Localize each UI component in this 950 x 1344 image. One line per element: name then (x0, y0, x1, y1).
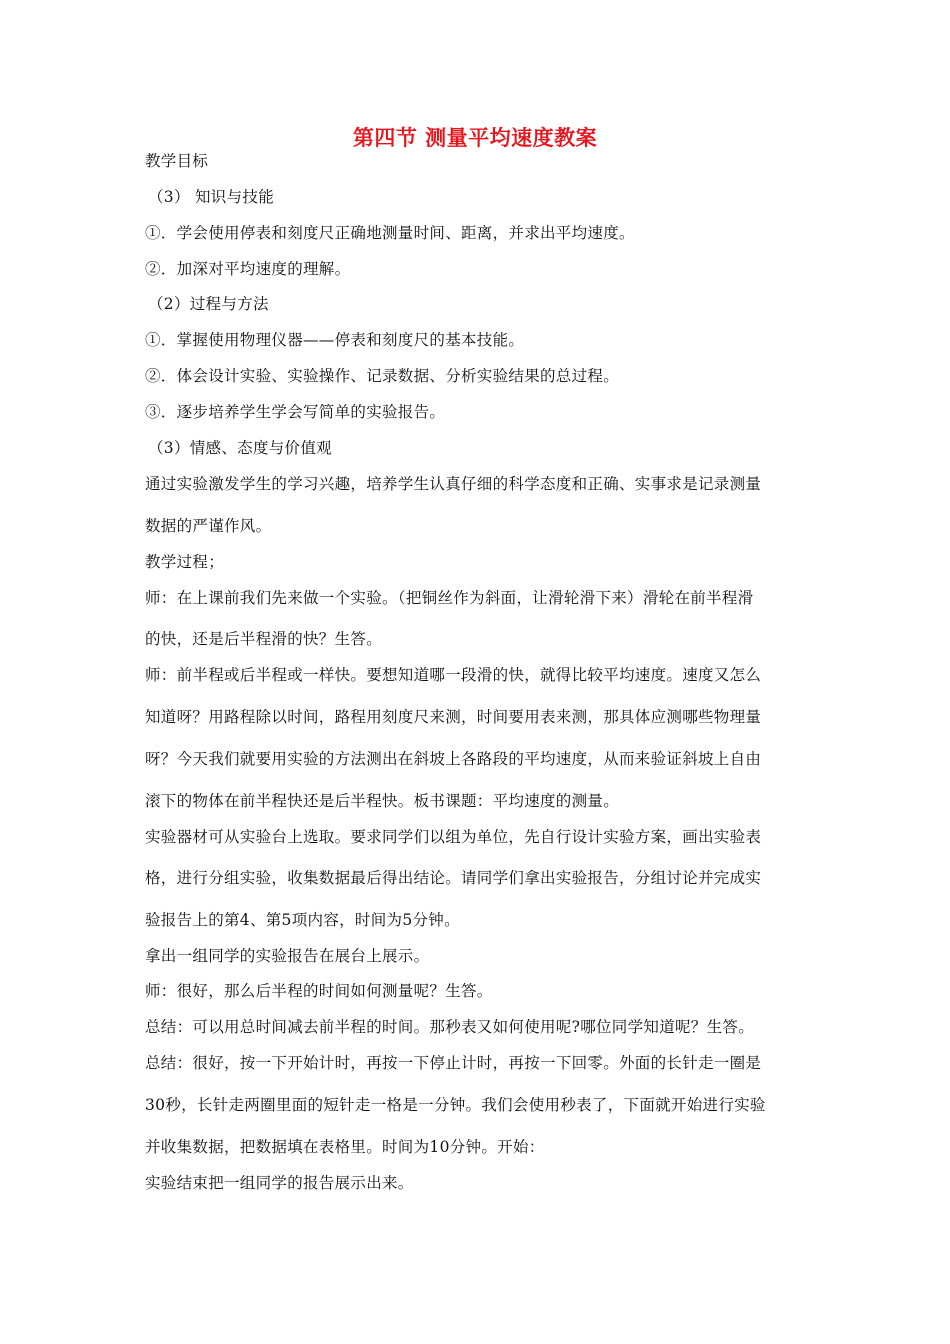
document-title: 第四节 测量平均速度教案 (352, 126, 598, 150)
text-line: 通过实验激发学生的学习兴趣，培养学生认真仔细的科学态度和正确、实事求是记录测量 (145, 475, 762, 493)
text-line: 格，进行分组实验，收集数据最后得出结论。请同学们拿出实验报告，分组讨论并完成实 (145, 869, 762, 887)
text-line: 总结：可以用总时间减去前半程的时间。那秒表又如何使用呢?哪位同学知道呢？生答。 (145, 1018, 755, 1036)
text-line: （2）过程与方法 (148, 295, 269, 313)
text-line: ①．掌握使用物理仪器——停表和刻度尺的基本技能。 (145, 331, 525, 349)
text-line: ①．学会使用停表和刻度尺正确地测量时间、距离，并求出平均速度。 (145, 224, 635, 242)
text-line: 师：很好，那么后半程的时间如何测量呢？生答。 (145, 982, 493, 1000)
text-line: 并收集数据，把数据填在表格里。时间为10分钟。开始： (145, 1138, 545, 1156)
text-line: 实验器材可从实验台上选取。要求同学们以组为单位，先自行设计实验方案，画出实验表 (145, 828, 762, 846)
text-line: ③．逐步培养学生学会写简单的实验报告。 (145, 403, 446, 421)
text-line: 的快，还是后半程滑的快？生答。 (145, 630, 383, 648)
text-line: （3）情感、态度与价值观 (148, 439, 332, 457)
text-line: 实验结束把一组同学的报告展示出来。 (145, 1174, 414, 1192)
text-line: 知道呀？用路程除以时间，路程用刻度尺来测，时间要用表来测，那具体应测哪些物理量 (145, 708, 762, 726)
text-line: （3） 知识与技能 (148, 188, 274, 206)
text-line: 验报告上的第4、第5项内容，时间为5分钟。 (145, 911, 460, 929)
text-line: 滚下的物体在前半程快还是后半程快。板书课题：平均速度的测量。 (145, 792, 620, 810)
text-line: 总结：很好，按一下开始计时，再按一下停止计时，再按一下回零。外面的长针走一圈是 (145, 1054, 762, 1072)
text-line: 师：在上课前我们先来做一个实验。（把铜丝作为斜面，让滑轮滑下来）滑轮在前半程滑 (145, 589, 754, 607)
text-line: 30秒，长针走两圈里面的短针走一格是一分钟。我们会使用秒表了，下面就开始进行实验 (145, 1096, 766, 1114)
text-line: 拿出一组同学的实验报告在展台上展示。 (145, 947, 430, 965)
text-line: 师：前半程或后半程或一样快。要想知道哪一段滑的快，就得比较平均速度。速度又怎么 (145, 666, 762, 684)
text-line: ②．加深对平均速度的理解。 (145, 260, 351, 278)
text-line: 教学目标 (145, 152, 209, 170)
text-line: 教学过程； (145, 553, 225, 571)
text-line: 呀？今天我们就要用实验的方法测出在斜坡上各路段的平均速度，从而来验证斜坡上自由 (145, 750, 762, 768)
text-line: 数据的严谨作风。 (145, 517, 272, 535)
text-line: ②．体会设计实验、实验操作、记录数据、分析实验结果的总过程。 (145, 367, 620, 385)
